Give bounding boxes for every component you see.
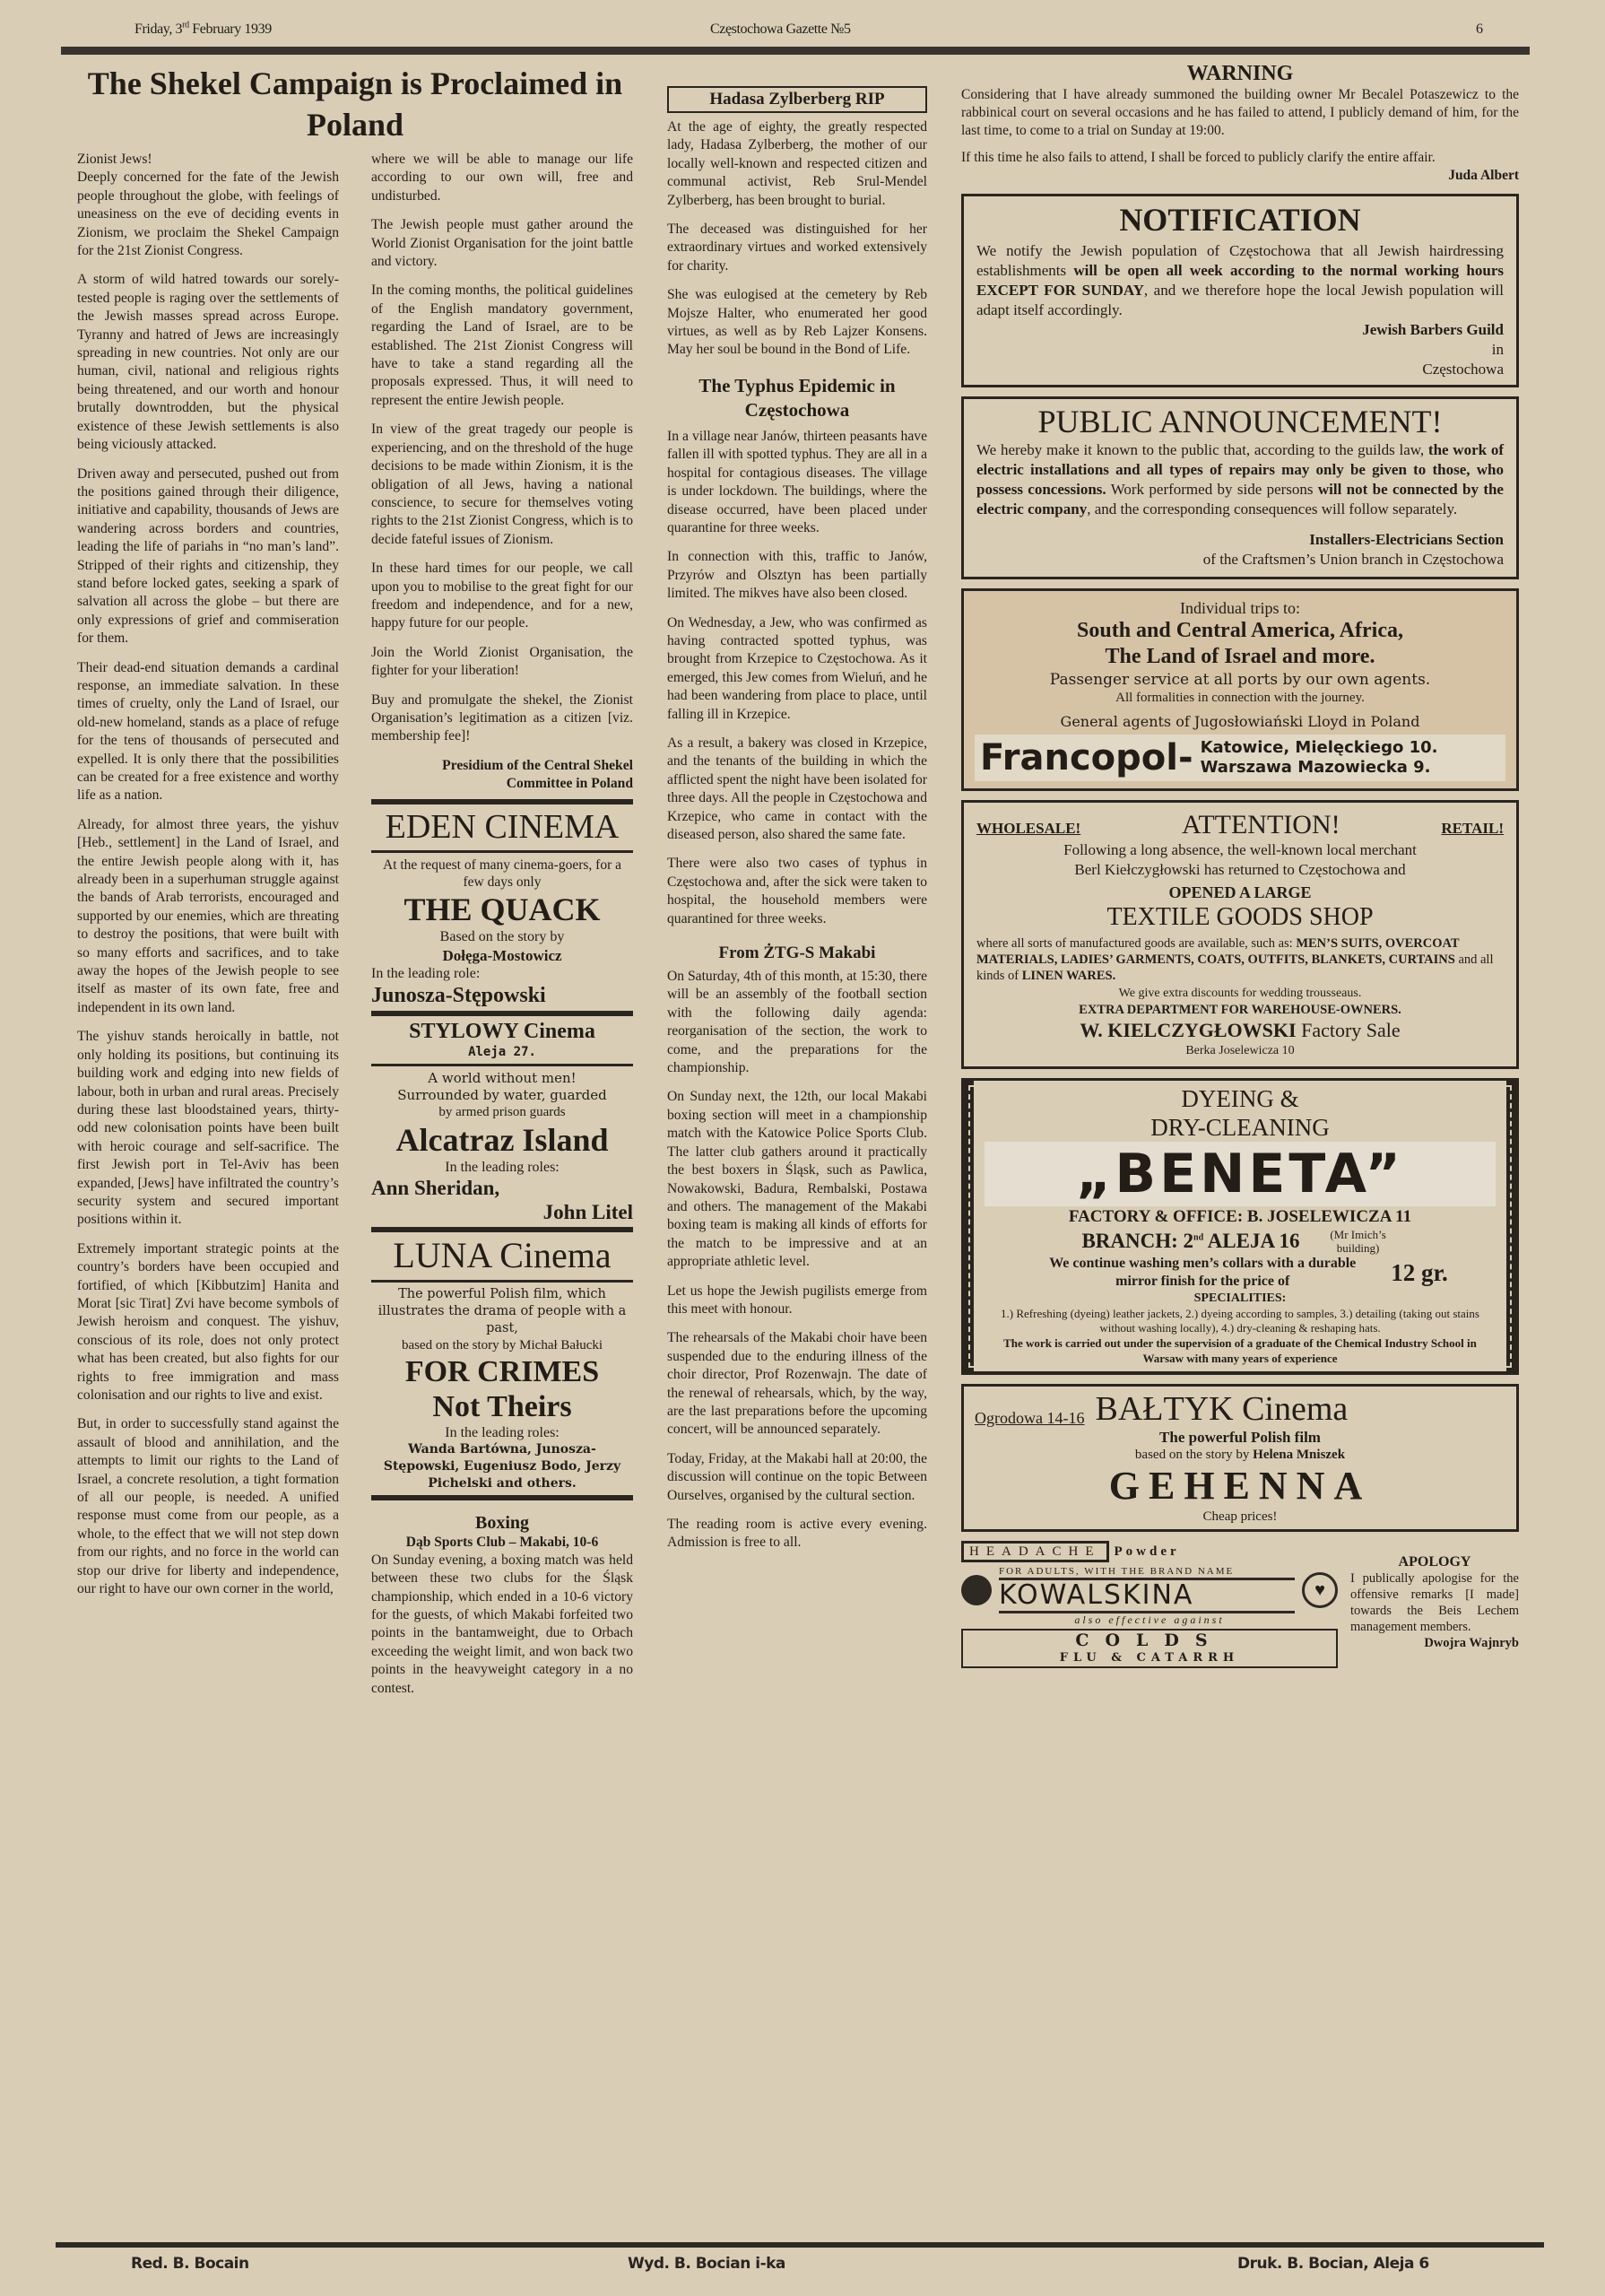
eden-role-label: In the leading role: [371, 965, 481, 981]
textile-line-2: Berl Kiełczygłowski has returned to Częstochowa and [1074, 861, 1406, 878]
divider [371, 1064, 633, 1066]
shekel-para: The Jewish people must gather around the World Zionist Organisation for the joint battle and victory. [371, 217, 633, 270]
textile-opened: OPENED A LARGE [1168, 883, 1312, 901]
francopol-brand: Francopol- [980, 737, 1193, 778]
typhus-para: As a result, a bakery was closed in Krzepice, and the tenants of the building in which the afflicted spent the night have been isolated for three days. All the people in Częstochowa and Krzepice, who came in contact with the diseased person, also shared the same fate. [667, 735, 927, 842]
makabi-para: On Saturday, 4th of this month, at 15:30, there will be an assembly of the football section with the following daily agenda: reorganisation of the section, the work to come, and the preparations for the championship. [667, 969, 927, 1076]
notification-ad [961, 194, 1519, 387]
baltyk-name: BAŁTYK Cinema [1095, 1390, 1349, 1428]
public-announcement-ad [961, 396, 1519, 579]
francopol-address-2: Warszawa Mazowiecka 9. [1200, 758, 1431, 777]
francopol-travel-ad [961, 588, 1519, 791]
rip-article [667, 118, 927, 370]
warning-body-1: Considering that I have already summoned the building owner Mr Becalel Potaszewicz to the rabbinical court on several occasions and he has failed to attend, I publicly demand of him, for the last time, to come to a trial on Sunday at 19:00. [961, 87, 1519, 138]
shekel-para: In view of the great tragedy our people is experiencing, and on the threshold of the huge decisions to be made within Zionism, it is the obligation of all Jews, having a national conscience, to secure for themselves voting rights to the 21st Zionist Congress, which is to decide fateful issues of Zionism. [371, 422, 633, 547]
kowalskina-also: also effective against [1074, 1613, 1225, 1626]
typhus-article [667, 370, 927, 939]
eden-author: Dołęga-Mostowicz [442, 946, 562, 964]
masthead-rule [61, 47, 1530, 55]
textile-shop-title: TEXTILE GOODS SHOP [1106, 903, 1374, 931]
makabi-para: Let us hope the Jewish pugilists emerge from this meet with honour. [667, 1283, 927, 1317]
luna-film-title-1: FOR CRIMES [404, 1354, 600, 1388]
luna-actors: Wanda Bartówna, Junosza-Stępowski, Eugeniusz Bodo, Jerzy Pichelski and others. [383, 1441, 621, 1491]
shekel-column-1 [77, 151, 339, 2237]
kowalskina-ad [961, 1541, 1338, 1668]
announcement-body: We hereby make it known to the public that, according to the guilds law, the work of electric installations and all types of repairs may only be given to those, who possess concessions. Work performed by side persons will not be connected by the electric company, and the corresponding consequences will follow separately. [976, 441, 1504, 517]
beneta-line-1: DYEING & [1181, 1085, 1299, 1112]
textile-goods: where all sorts of manufactured goods are available, such as: MEN’S SUITS, OVERCOAT MATERIALS, LADIES’ GARMENTS, COATS, OUTFITS, BLANKETS, CURTAINS and all kinds of LINEN WARES. [976, 936, 1494, 983]
textile-firm: W. KIELCZYGŁOWSKI Factory Sale [1080, 1019, 1401, 1041]
apology-notice [1350, 1541, 1519, 1651]
column-2 [371, 151, 633, 2237]
gazette-title: Częstochowa Gazette №5 [710, 22, 851, 37]
baltyk-film-desc: The powerful Polish film [1159, 1429, 1321, 1446]
typhus-para: In connection with this, traffic to Janów, Przyrów and Olsztyn has been partially limited. The mikves have also been closed. [667, 549, 927, 602]
attention-label: ATTENTION! [1181, 810, 1340, 839]
stylowy-actor-1: Ann Sheridan, [371, 1176, 500, 1199]
baltyk-film-title: GEHENNA [1108, 1464, 1372, 1508]
shekel-para: Extremely important strategic points at the country’s borders have been occupied and fortified, of which [Kibbutzim] Hanita and Morat [sic Tirat] Zvi have become symbols of Jewish heroism and conquest. The yishuv, conscious of its role, does not only protect what has been created, but also fights for our rights to free immigration and mass colonisation and our rights to live and exist. [77, 1240, 339, 1403]
makabi-para: The rehearsals of the Makabi choir have been suspended due to the enduring illness of the choir director, Prof Rozenwajn. The date of the renewal of rehearsals, which, by the way, are the last preparations before the upcoming concert, will be announced separately. [667, 1330, 927, 1438]
column-4 [961, 61, 1519, 2237]
footer-publisher: Wyd. B. Bocian i-ka [628, 2255, 785, 2273]
warning-signature: Juda Albert [1448, 168, 1519, 183]
travel-line-4: Passenger service at all ports by our own agents. [1049, 671, 1431, 689]
shekel-para: Driven away and persecuted, pushed out from the positions gained through their diligence, initiative and capability, thousands of Jews are wandering across borders and countries, leading the life of pariahs in “no man’s land”. Stripped of their rights and citizenship, they stand before locked gates, seeking a spark of salvation all across the globe – but there are only expressions of grief and commiseration for them. [77, 465, 339, 647]
shekel-para: Buy and promulgate the shekel, the Zionist Organisation’s legitimation as a citizen [viz. membership fee]! [371, 691, 633, 744]
makabi-para: On Sunday next, the 12th, our local Makabi boxing section will meet in a championship match with the Katowice Police Sports Club. The latter club gathers around it practically the best boxers in Śląsk, such as Pawlica, Nowakowski, Badura, Rembalski, Postawa and others. The management of the Makabi boxing team is making all kinds of efforts for the match to be impressive and at an appropriate athletic level. [667, 1089, 927, 1270]
divider [371, 1011, 633, 1016]
shekel-para: Join the World Zionist Organisation, the fighter for your liberation! [371, 644, 633, 679]
shekel-para: Their dead-end situation demands a cardinal response, an immediate salvation. In these times of cruelty, only the Land of Israel, our old-new homeland, stands as a place of refuge for the tens of thousands of persecuted and expelled. It is only there that the possibilities can be created for a free existence and worthy life as a nation. [77, 659, 339, 804]
boxing-article [371, 1512, 633, 1698]
rip-para: At the age of eighty, the greatly respected lady, Hadasa Zylberberg, the mother of our locally well-known and respected citizen and communal activist, Reb Srul-Mendel Zylberberg, has been brought to burial. [667, 119, 927, 208]
bottom-ads-row [961, 1541, 1519, 1668]
notification-body: We notify the Jewish population of Częstochowa that all Jewish hairdressing establishments will be open all week according to the normal working hours EXCEPT FOR SUNDAY, and we therefore hope the local Jewish population will adapt itself accordingly. [976, 242, 1505, 318]
stylowy-desc-2: by armed prison guards [438, 1104, 566, 1119]
eden-film-title: THE QUACK [403, 891, 601, 927]
typhus-para: There were also two cases of typhus in Częstochowa and, after the sick were taken to hospital, the household members were quarantined for three weeks. [667, 856, 927, 926]
beneta-note: (Mr Imich’s building) [1330, 1228, 1386, 1255]
luna-based-on: based on the story by Michał Bałucki [401, 1337, 603, 1352]
footer-printer: Druk. B. Bocian, Aleja 6 [1237, 2255, 1429, 2273]
shekel-para: The yishuv stands heroically in battle, not only holding its positions, but continuing its building work and edging into new fields of labour, both in urban and rural areas. Precisely during these last bloodstained years, thirty-odd new colonisation points have been built with heroic courage and self-sacrifice. The first Jewish port in Tel-Aviv has been expanded, [Jews] have infiltrated the country’s security system and secured important positions within it. [77, 1029, 339, 1228]
shekel-para: In these hard times for our people, we call upon you to mobilise to the great fight for our freedom and independence, and for a new, happy future for our people. [371, 561, 633, 631]
apology-title: APOLOGY [1398, 1554, 1471, 1570]
shekel-signature: Presidium of the Central Shekel Committee in Poland [442, 757, 633, 791]
luna-cinema-name: LUNA Cinema [393, 1234, 612, 1275]
textile-line-1: Following a long absence, the well-known local merchant [1063, 841, 1417, 858]
travel-line-3: The Land of Israel and more. [1105, 645, 1375, 668]
warning-notice [961, 61, 1519, 185]
kowalskina-adults: FOR ADULTS, WITH THE BRAND NAME [999, 1566, 1235, 1577]
stylowy-tagline: A world without men! [428, 1069, 577, 1086]
baltyk-prices: Cheap prices! [1202, 1509, 1278, 1524]
travel-line-6: General agents of Jugosłowiański Lloyd in Poland [1060, 713, 1420, 730]
typhus-para: On Wednesday, a Jew, who was confirmed as having contracted spotted typhus, was brought from Krzepice to Częstochowa. As it emerged, this Jew comes from Wieluń, and he had been wandering from place to place, until falling ill in Krzepice. [667, 614, 927, 722]
notification-sign-2: in [1491, 341, 1504, 358]
footer-editor: Red. B. Bocain [131, 2255, 249, 2273]
colds-box [961, 1629, 1338, 1668]
travel-line-5: All formalities in connection with the journey. [1115, 691, 1365, 705]
shekel-headline: The Shekel Campaign is Proclaimed in Poland [87, 65, 623, 143]
beneta-branch: BRANCH: 2nd ALEJA 16 [1081, 1230, 1300, 1252]
stylowy-roles-label: In the leading roles: [445, 1159, 560, 1175]
divider [371, 1280, 633, 1283]
makabi-title: From ŻTG-S Makabi [718, 944, 876, 963]
apology-body: I publically apologise for the offensive remarks [I made] towards the Beis Lechem management members. [1350, 1571, 1519, 1634]
divider [371, 1227, 633, 1232]
textile-address: Berka Joselewicza 10 [1185, 1044, 1295, 1057]
shekel-para: In the coming months, the political guidelines of the English mandatory government, regarding the Land of Israel, are to be established. The 21st Zionist Congress will have to take a stand regarding all the proposals expressed. Thus, it will need to represent the entire Jewish people. [371, 283, 633, 408]
notification-sign-1: Jewish Barbers Guild [1362, 321, 1504, 338]
rip-para: She was eulogised at the cemetery by Reb Mojsze Halter, who enumerated her good virtues, as well as by Reb Lajzer Konsens. May her soul be bound in the Bond of Life. [667, 287, 927, 358]
notification-sign-3: Częstochowa [1422, 361, 1504, 378]
announcement-sign-2: of the Craftsmen’s Union branch in Częstochowa [1202, 551, 1504, 568]
rip-title: Hadasa Zylberberg RIP [667, 86, 927, 113]
beneta-collars: We continue washing men’s collars with a durable mirror finish for the price of [1049, 1256, 1357, 1289]
apology-signature: Dwojra Wajnryb [1424, 1636, 1519, 1650]
typhus-para: In a village near Janów, thirteen peasants have fallen ill with spotted typhus. They are all in a hospital for contagious diseases. The village is under lockdown. The buildings, where the disease occurred, have been placed under quarantine for three weeks. [667, 428, 927, 535]
wholesale-label: WHOLESALE! [976, 820, 1081, 837]
eden-cinema-name: EDEN CINEMA [385, 807, 620, 846]
globe-icon [961, 1575, 992, 1605]
textile-discount: We give extra discounts for wedding trousseaus. [1118, 987, 1362, 1000]
baltyk-address: Ogrodowa 14-16 [975, 1409, 1085, 1427]
kowalskina-flu: FLU & CATARRH [1059, 1651, 1240, 1665]
luna-desc: The powerful Polish film, which illustrates the drama of people with a past, [377, 1286, 627, 1335]
luna-film-title-2: Not Theirs [432, 1389, 572, 1423]
beneta-specialities-list: 1.) Refreshing (dyeing) leather jackets, 2.) dyeing according to samples, 3.) detailing (taking out stains without washing locally), 4.) dry-cleaning & reshaping hats. [1001, 1307, 1479, 1335]
stylowy-actor-2: John Litel [542, 1200, 633, 1223]
makabi-para: Today, Friday, at the Makabi hall at 20:00, the discussion will continue on the topic Between Ourselves, organised by the cultural section. [667, 1450, 927, 1503]
francopol-address-1: Katowice, Mielęckiego 10. [1200, 738, 1438, 757]
notification-title: NOTIFICATION [1119, 202, 1361, 238]
cinema-ads [371, 796, 633, 1503]
beneta-brand: „BENETA” [985, 1142, 1496, 1206]
shekel-para: A storm of wild hatred towards our sorely-tested people is raging over the settlements of the Jewish masses spread across Europe. Tyranny and hatred of Jews are increasingly spreading in new countries. Not only are our human, civil, national and religious rights being threatened, and our worth and honour brutally downtrodden, but the physical existence of these Jewish settlements is also being viciously attacked. [77, 272, 339, 453]
travel-line-2: South and Central America, Africa, [1077, 619, 1403, 642]
heart-seal-icon: ♥ [1302, 1572, 1338, 1608]
textile-shop-ad [961, 800, 1519, 1069]
shekel-para: But, in order to successfully stand against the assault of blood and annihilation, and the attempts to limit our rights to the Land of Israel, a concrete resolution, a tight formation of all our people, is needed. A unified response must come from our people, as a whole, to the effect that we will not step down from our rights, and no force in the world can stop our drive for liberty and independence, our right to have our own corner in the world, [77, 1416, 339, 1597]
beneta-specialities-title: SPECIALITIES: [1193, 1292, 1287, 1305]
rip-para: The deceased was distinguished for her extraordinary virtues and worked extensively for charity. [667, 222, 927, 274]
divider [371, 1495, 633, 1500]
announcement-title: PUBLIC ANNOUNCEMENT! [1037, 404, 1443, 439]
typhus-title: The Typhus Epidemic in Częstochowa [698, 374, 896, 421]
powder-label: Powder [1114, 1544, 1180, 1559]
kowalskina-colds: COLDS [1075, 1631, 1224, 1650]
warning-title: WARNING [1186, 62, 1294, 85]
stylowy-cinema-name: STYLOWY Cinema [409, 1019, 595, 1043]
boxing-body: On Sunday evening, a boxing match was held between these two clubs for the Śląsk championship, which ended in a 10-6 victory for the guests, of which Makabi forfeited two points in the bantamweight, due to Orbach exceeding the weight limit, and won back two points in the heavyweight category in a no contest. [371, 1552, 633, 1696]
footer-rule [56, 2242, 1544, 2248]
eden-based-on: Based on the story by [439, 928, 565, 944]
announcement-sign-1: Installers-Electricians Section [1309, 531, 1504, 548]
baltyk-cinema-ad [961, 1384, 1519, 1532]
baltyk-based: based on the story by Helena Mniszek [1134, 1448, 1346, 1462]
beneta-price: 12 gr. [1391, 1258, 1448, 1286]
luna-roles-label: In the leading roles: [445, 1424, 560, 1440]
shekel-column-2 [371, 151, 633, 796]
boxing-subtitle: Dąb Sports Club – Makabi, 10-6 [405, 1534, 599, 1550]
shekel-para: Zionist Jews! Deeply concerned for the fate of the Jewish people throughout the globe, with feelings of uneasiness on the eve of deciding events in Zionism, we proclaim the Shekel Campaign for the 21st Zionist Congress. [77, 152, 339, 259]
makabi-para: The reading room is active every evening. Admission is free to all. [667, 1517, 927, 1551]
makabi-article [667, 939, 927, 1563]
issue-date: Friday, 3rd February 1939 [134, 20, 272, 37]
stylowy-film-title: Alcatraz Island [395, 1121, 609, 1158]
kowalskina-brand: KOWALSKINA [999, 1578, 1295, 1613]
shekel-para: where we will be able to manage our life according to our own will, free and undisturbed. [371, 152, 633, 204]
textile-department: EXTRA DEPARTMENT FOR WAREHOUSE-OWNERS. [1079, 1003, 1401, 1017]
eden-actor: Junosza-Stępowski [371, 983, 546, 1007]
stylowy-address: Aleja 27. [468, 1044, 536, 1059]
travel-line-1: Individual trips to: [1180, 599, 1300, 617]
divider [371, 850, 633, 853]
francopol-logo [975, 735, 1505, 781]
divider [371, 799, 633, 804]
boxing-title: Boxing [474, 1512, 530, 1533]
eden-intro: At the request of many cinema-goers, for a few days only [383, 857, 621, 890]
warning-body-2: If this time he also fails to attend, I shall be forced to publicly clarify the entire affair. [961, 150, 1436, 165]
beneta-factory: FACTORY & OFFICE: B. JOSELEWICZA 11 [1068, 1207, 1412, 1226]
page-number: 6 [1476, 22, 1483, 37]
headache-label: HEADACHE [961, 1541, 1109, 1562]
shekel-para: Already, for almost three years, the yishuv [Heb., settlement] in the Land of Israel, and the entire Jewish people along with it, has already been in a superhuman struggle against the bands of Arab terrorists, encouraged and supported by our enemies, which are threating to destroy the positions, that were built with so many efforts and sacrifices, and to take away the hopes of the Jewish people to see itself as master of its own fate, free and independent in its own land. [77, 816, 339, 1015]
beneta-supervision: The work is carried out under the supervision of a graduate of the Chemical Industry School in Warsaw with many years of experience [1003, 1336, 1477, 1365]
retail-label: RETAIL! [1441, 820, 1504, 837]
column-3 [667, 86, 927, 2237]
stylowy-desc-1: Surrounded by water, guarded [397, 1086, 607, 1103]
beneta-line-2: DRY-CLEANING [1150, 1114, 1330, 1141]
beneta-ad [961, 1078, 1519, 1375]
